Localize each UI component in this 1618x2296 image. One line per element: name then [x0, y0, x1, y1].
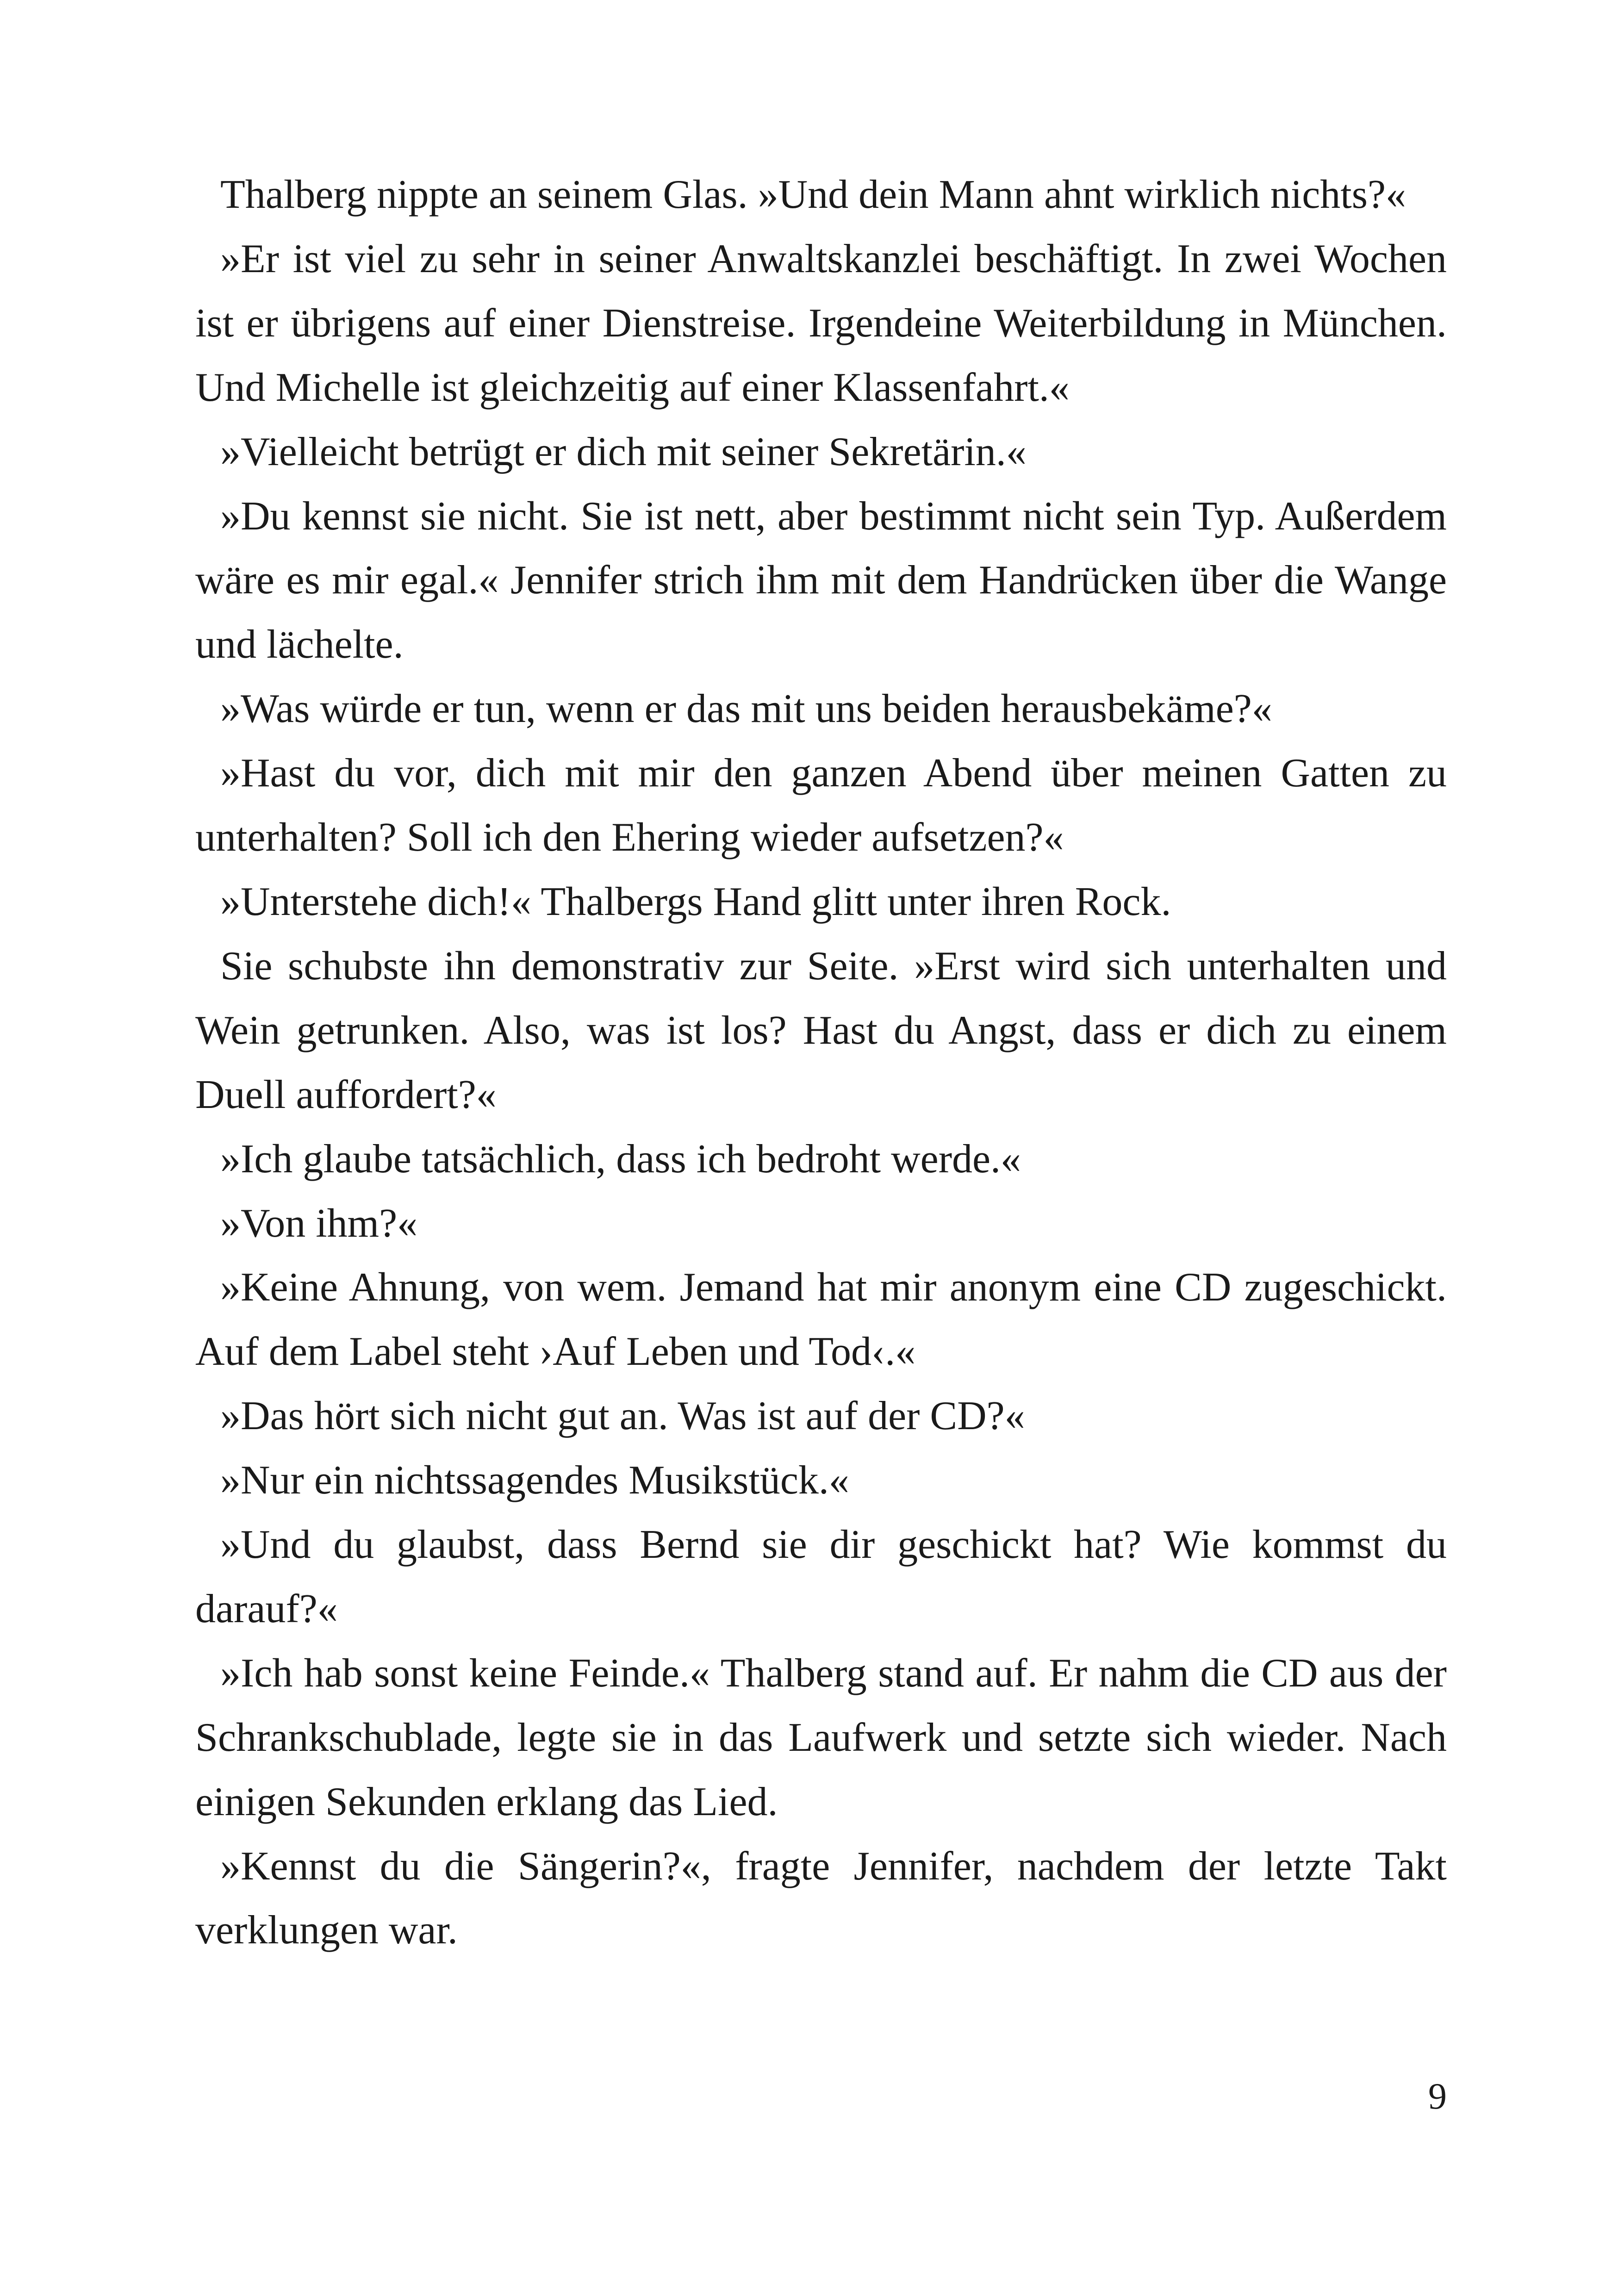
paragraph: »Kennst du die Sängerin?«, fragte Jennifer, nachdem der letzte Takt verklungen war.: [195, 1843, 1447, 1953]
paragraph: »Unterstehe dich!« Thalbergs Hand glitt unter ihren Rock.: [220, 879, 1171, 924]
paragraph: »Ich hab sonst keine Feinde.« Thalberg stand auf. Er nahm die CD aus der Schrankschublade, legte sie in das Laufwerk und setzte sich wieder. Nach einigen Sekunden erklang das Lied.: [195, 1650, 1447, 1824]
paragraph: Sie schubste ihn demonstrativ zur Seite. »Erst wird sich unterhalten und Wein getrunken. Also, was ist los? Hast du Angst, dass er dich zu einem Duell auffordert?«: [195, 943, 1447, 1117]
body-text: [195, 163, 1447, 1963]
paragraph: »Und du glaubst, dass Bernd sie dir geschickt hat? Wie kommst du darauf?«: [195, 1522, 1447, 1631]
paragraph: »Was würde er tun, wenn er das mit uns beiden herausbekäme?«: [220, 686, 1272, 732]
page-number: 9: [1428, 2076, 1447, 2117]
paragraph: »Vielleicht betrügt er dich mit seiner Sekretärin.«: [220, 429, 1027, 474]
paragraph: »Du kennst sie nicht. Sie ist nett, aber bestimmt nicht sein Typ. Außerdem wäre es mir egal.« Jennifer strich ihm mit dem Handrücken über die Wange und lächelte.: [195, 493, 1447, 667]
paragraph: »Von ihm?«: [220, 1201, 418, 1246]
paragraph: »Hast du vor, dich mit mir den ganzen Abend über meinen Gatten zu unterhalten? Soll ich den Ehering wieder aufsetzen?«: [195, 751, 1447, 860]
paragraph: »Keine Ahnung, von wem. Jemand hat mir anonym eine CD zugeschickt. Auf dem Label steht ›Auf Leben und Tod‹.«: [195, 1265, 1447, 1375]
paragraph: Thalberg nippte an seinem Glas. »Und dein Mann ahnt wirklich nichts?«: [220, 172, 1406, 217]
paragraph: »Er ist viel zu sehr in seiner Anwaltskanzlei beschäftigt. In zwei Wochen ist er übrigens auf einer Dienstreise. Irgendeine Weiterbildung in München. Und Michelle ist gleichzeitig auf einer Klassenfahrt.«: [195, 236, 1447, 410]
paragraph: »Das hört sich nicht gut an. Was ist auf der CD?«: [220, 1394, 1025, 1439]
paragraph: »Ich glaube tatsächlich, dass ich bedroht werde.«: [220, 1136, 1021, 1182]
paragraph: »Nur ein nichtssagendes Musikstück.«: [220, 1458, 849, 1503]
